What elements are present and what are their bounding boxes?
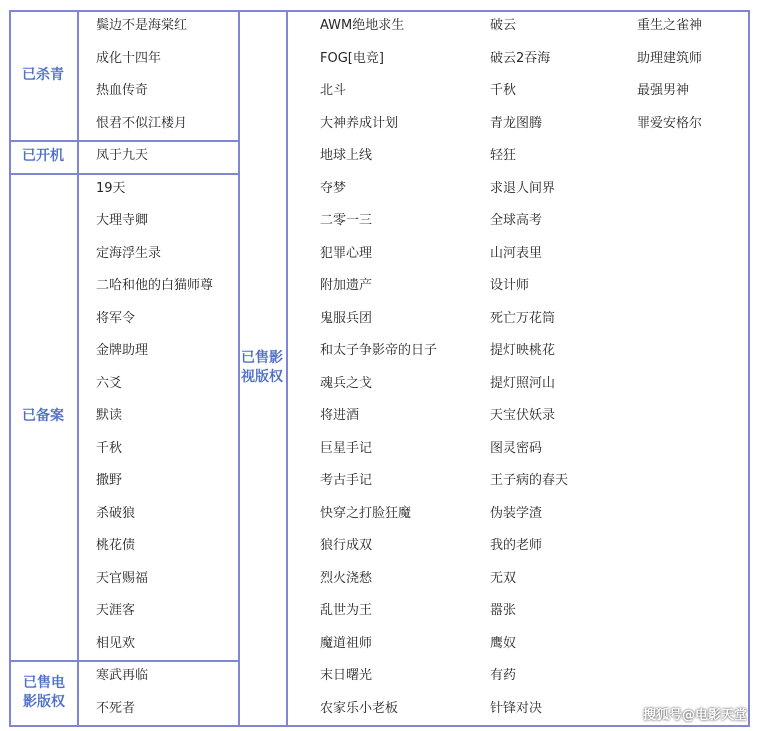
list-item: 恨君不似江楼月 — [96, 115, 188, 131]
category-label: 已杀青 — [22, 66, 64, 83]
list-item: 罪爱安格尔 — [637, 115, 703, 131]
list-item: 伪装学渣 — [490, 505, 543, 521]
group-divider — [9, 725, 240, 727]
list-item: FOG[电竞] — [320, 50, 384, 66]
list-item: 热血传奇 — [96, 83, 149, 98]
right-table-border-right — [748, 10, 750, 727]
list-item: 魂兵之戈 — [320, 375, 373, 391]
list-item: 凤于九天 — [96, 148, 149, 163]
list-item: 嚣张 — [490, 603, 517, 618]
list-item: 乱世为王 — [320, 603, 373, 618]
left-table-border-right — [238, 10, 240, 727]
list-item: 犯罪心理 — [320, 245, 373, 261]
right-table-border-bottom — [239, 725, 750, 727]
list-item: 提灯照河山 — [490, 375, 556, 391]
list-item: 青龙图腾 — [490, 115, 543, 131]
list-item: 相见欢 — [96, 635, 136, 651]
list-item: 鹰奴 — [490, 635, 517, 651]
list-item: 快穿之打脸狂魔 — [320, 505, 412, 521]
right-table-border-divider — [286, 10, 288, 727]
list-item: 寒武再临 — [96, 668, 149, 683]
list-item: 千秋 — [96, 440, 123, 456]
list-item: 最强男神 — [637, 83, 690, 98]
list-item: 鬼服兵团 — [320, 310, 373, 326]
list-item: 天宝伏妖录 — [490, 408, 556, 423]
list-item: 轻狂 — [490, 148, 517, 163]
list-item: 王子病的春天 — [490, 473, 569, 488]
category-label: 已售影视版权 — [241, 349, 283, 385]
list-item: AWM绝地求生 — [320, 18, 405, 33]
list-item: 千秋 — [490, 83, 517, 98]
list-item: 考古手记 — [320, 473, 373, 488]
list-item: 将进酒 — [320, 408, 360, 423]
list-item: 天官赐福 — [96, 570, 149, 586]
list-item: 二哈和他的白猫师尊 — [96, 278, 214, 293]
list-item: 附加遗产 — [320, 278, 373, 293]
list-item: 破云2吞海 — [490, 50, 551, 66]
category-label: 已售电影版权 — [23, 674, 65, 710]
list-item: 末日曙光 — [320, 668, 373, 683]
list-item: 19天 — [96, 180, 126, 196]
category-label: 已开机 — [22, 147, 64, 164]
list-item: 定海浮生录 — [96, 245, 162, 261]
list-item: 桃花债 — [96, 538, 136, 553]
list-item: 烈火浇愁 — [320, 570, 373, 586]
list-item: 大神养成计划 — [320, 115, 399, 131]
list-item: 默读 — [96, 408, 123, 423]
list-item: 将军令 — [96, 310, 136, 326]
list-item: 北斗 — [320, 83, 347, 98]
list-item: 二零一三 — [320, 213, 373, 228]
list-item: 天涯客 — [96, 603, 136, 618]
list-item: 六爻 — [96, 375, 123, 391]
list-item: 大理寺卿 — [96, 213, 149, 228]
list-item: 夺梦 — [320, 180, 347, 196]
list-item: 我的老师 — [490, 538, 543, 553]
list-item: 重生之雀神 — [637, 18, 703, 33]
list-item: 助理建筑师 — [637, 50, 703, 66]
watermark: 搜狐号@电影天堂 — [642, 708, 747, 723]
list-item: 提灯映桃花 — [490, 343, 556, 358]
list-item: 金牌助理 — [96, 343, 149, 358]
list-item: 不死者 — [96, 700, 136, 716]
list-item: 设计师 — [490, 278, 530, 293]
list-item: 死亡万花筒 — [490, 310, 556, 326]
list-item: 杀破狼 — [96, 505, 136, 521]
list-item: 成化十四年 — [96, 50, 162, 66]
list-item: 狼行成双 — [320, 538, 373, 553]
list-item: 求退人间界 — [490, 180, 556, 196]
list-item: 农家乐小老板 — [320, 700, 399, 716]
list-item: 撒野 — [96, 473, 123, 488]
list-item: 山河表里 — [490, 245, 543, 261]
list-item: 有药 — [490, 668, 517, 683]
list-item: 鬓边不是海棠红 — [96, 18, 188, 33]
list-item: 无双 — [490, 570, 517, 586]
list-item: 图灵密码 — [490, 440, 543, 456]
list-item: 地球上线 — [320, 148, 373, 163]
list-item: 魔道祖师 — [320, 635, 373, 651]
list-item: 全球高考 — [490, 213, 543, 228]
left-table-border-divider — [77, 10, 79, 727]
list-item: 针锋对决 — [490, 700, 543, 716]
list-item: 和太子争影帝的日子 — [320, 343, 438, 358]
list-item: 破云 — [490, 18, 517, 33]
category-label: 已备案 — [22, 407, 64, 424]
list-item: 巨星手记 — [320, 440, 373, 456]
